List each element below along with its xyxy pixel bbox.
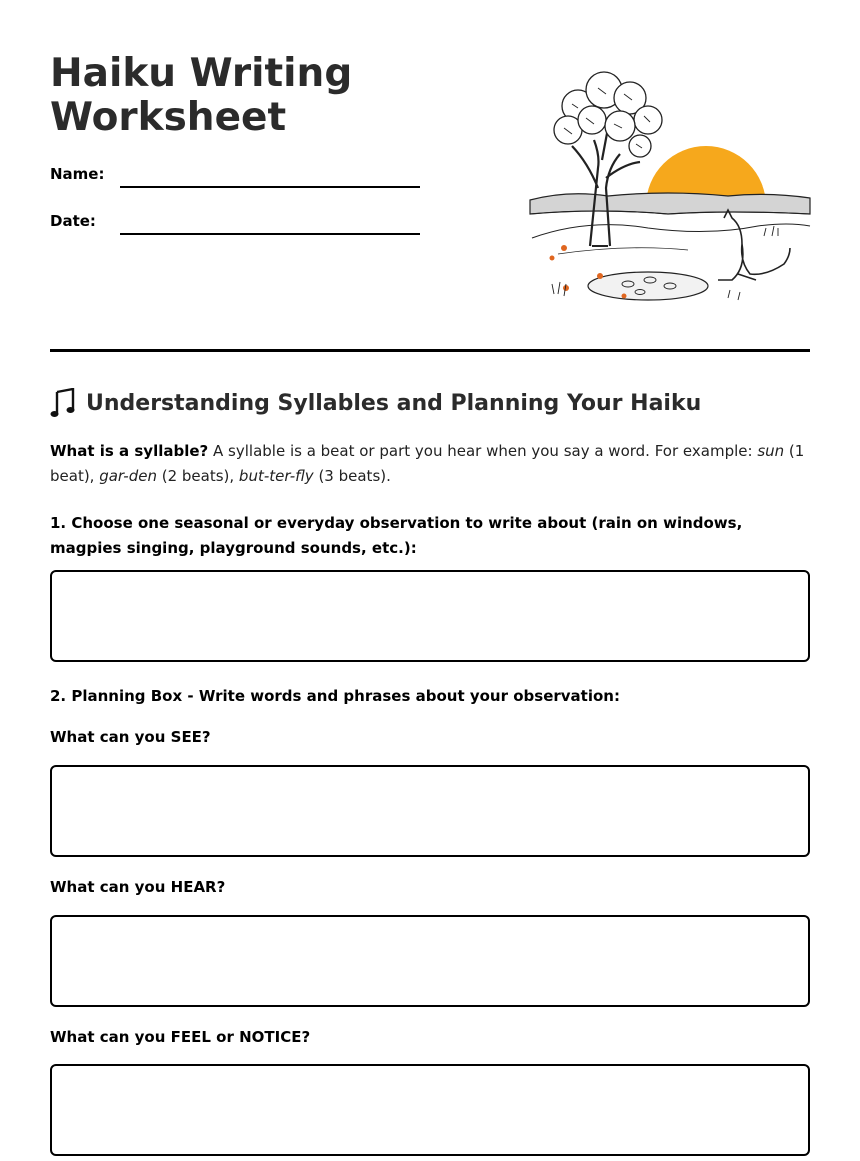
feel-label: What can you FEEL or NOTICE? — [50, 1028, 311, 1046]
question-2: 2. Planning Box - Write words and phrases about your observation: — [50, 687, 620, 705]
question-1: 1. Choose one seasonal or everyday observation to write about (rain on windows, magpies singing, playground sounds, etc.): — [50, 514, 743, 557]
page-title — [50, 52, 450, 140]
outback-illustration — [528, 68, 812, 316]
hear-label: What can you HEAR? — [50, 878, 226, 896]
example-sun: sun — [757, 442, 785, 460]
kangaroo-icon — [718, 210, 790, 280]
observation-answer-box[interactable] — [50, 570, 810, 662]
intro-lead: What is a syllable? — [50, 442, 209, 460]
see-answer-box[interactable] — [50, 765, 810, 857]
example-butterfly: but-ter-fly — [238, 467, 314, 485]
waterhole-icon — [588, 272, 708, 300]
header-divider — [50, 349, 810, 352]
section-title-text: Understanding Syllables and Planning Your Haiku — [86, 390, 702, 416]
worksheet-page — [50, 0, 810, 1161]
feel-answer-box[interactable] — [50, 1064, 810, 1156]
hear-answer-box[interactable] — [50, 915, 810, 1007]
title-line-2: Worksheet — [50, 95, 287, 140]
intro-text-1: A syllable is a beat or part you hear when you say a word. For example: — [208, 442, 758, 460]
date-field[interactable] — [120, 233, 420, 235]
music-note-icon — [50, 388, 76, 418]
name-field[interactable] — [120, 186, 420, 188]
section-title — [50, 388, 701, 418]
intro-text-2: (1 beat), — [50, 442, 805, 485]
date-label: Date: — [50, 212, 96, 230]
intro-text-4: (3 beats). — [313, 467, 391, 485]
title-line-1: Haiku Writing — [50, 51, 353, 96]
see-label: What can you SEE? — [50, 728, 211, 746]
syllable-intro — [50, 439, 810, 489]
intro-text-3: (2 beats), — [156, 467, 239, 485]
hills-icon — [530, 193, 810, 214]
example-garden: gar-den — [99, 467, 157, 485]
name-label: Name: — [50, 165, 105, 183]
